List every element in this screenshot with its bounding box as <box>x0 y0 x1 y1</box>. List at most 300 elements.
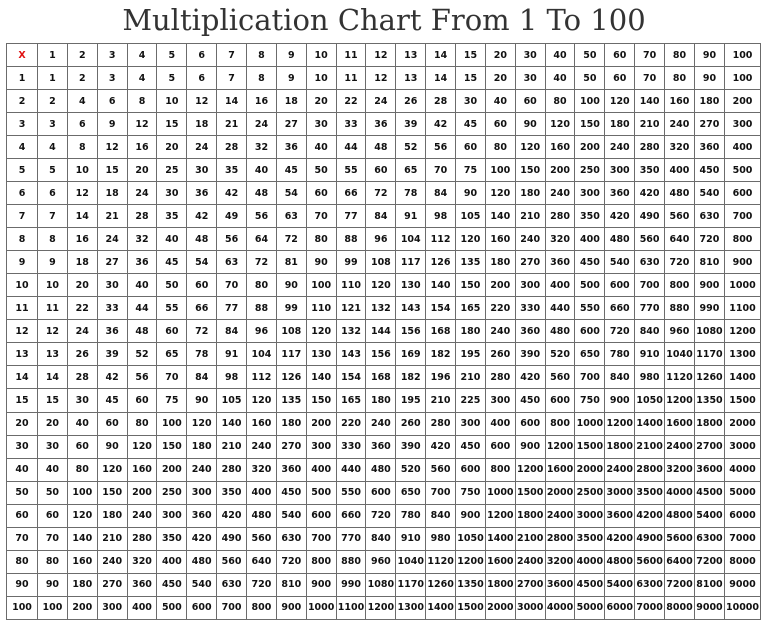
product-cell: 200 <box>485 274 515 297</box>
product-cell: 330 <box>336 435 366 458</box>
product-cell: 550 <box>575 297 605 320</box>
header-row <box>7 44 761 67</box>
product-cell: 56 <box>217 228 247 251</box>
product-cell: 13 <box>396 67 426 90</box>
product-cell: 50 <box>575 67 605 90</box>
column-header: 12 <box>366 44 396 67</box>
product-cell: 750 <box>456 481 486 504</box>
product-cell: 200 <box>725 90 761 113</box>
product-cell: 6400 <box>665 550 695 573</box>
product-cell: 40 <box>485 90 515 113</box>
product-cell: 120 <box>515 136 545 159</box>
corner-cell: X <box>7 44 38 67</box>
product-cell: 7200 <box>665 573 695 596</box>
product-cell: 4500 <box>575 573 605 596</box>
column-header: 4 <box>127 44 157 67</box>
product-cell: 700 <box>725 205 761 228</box>
product-cell: 88 <box>336 228 366 251</box>
product-cell: 630 <box>694 205 724 228</box>
product-cell: 1100 <box>336 596 366 619</box>
product-cell: 32 <box>247 136 277 159</box>
product-cell: 24 <box>97 228 127 251</box>
product-cell: 1600 <box>545 458 575 481</box>
product-cell: 90 <box>306 251 336 274</box>
product-cell: 12 <box>97 136 127 159</box>
row-header: 30 <box>7 435 38 458</box>
product-cell: 15 <box>38 389 68 412</box>
product-cell: 120 <box>97 458 127 481</box>
product-cell: 240 <box>485 320 515 343</box>
product-cell: 130 <box>306 343 336 366</box>
product-cell: 10000 <box>725 596 761 619</box>
product-cell: 250 <box>157 481 187 504</box>
row-header: 4 <box>7 136 38 159</box>
table-row <box>7 228 761 251</box>
product-cell: 560 <box>217 550 247 573</box>
product-cell: 6000 <box>725 504 761 527</box>
product-cell: 300 <box>725 113 761 136</box>
product-cell: 2000 <box>725 412 761 435</box>
product-cell: 182 <box>396 366 426 389</box>
table-row <box>7 182 761 205</box>
product-cell: 70 <box>635 67 665 90</box>
product-cell: 910 <box>396 527 426 550</box>
product-cell: 720 <box>605 320 635 343</box>
product-cell: 35 <box>217 159 247 182</box>
product-cell: 77 <box>336 205 366 228</box>
product-cell: 600 <box>187 596 217 619</box>
product-cell: 104 <box>396 228 426 251</box>
product-cell: 360 <box>515 320 545 343</box>
product-cell: 2 <box>38 90 68 113</box>
product-cell: 880 <box>336 550 366 573</box>
product-cell: 780 <box>396 504 426 527</box>
row-header: 11 <box>7 297 38 320</box>
product-cell: 600 <box>545 389 575 412</box>
product-cell: 108 <box>366 251 396 274</box>
product-cell: 112 <box>426 228 456 251</box>
product-cell: 75 <box>157 389 187 412</box>
product-cell: 72 <box>247 251 277 274</box>
product-cell: 160 <box>665 90 695 113</box>
product-cell: 180 <box>605 113 635 136</box>
product-cell: 420 <box>515 366 545 389</box>
product-cell: 7 <box>38 205 68 228</box>
product-cell: 33 <box>336 113 366 136</box>
product-cell: 65 <box>396 159 426 182</box>
product-cell: 440 <box>336 458 366 481</box>
product-cell: 420 <box>605 205 635 228</box>
product-cell: 600 <box>366 481 396 504</box>
product-cell: 56 <box>127 366 157 389</box>
product-cell: 300 <box>187 481 217 504</box>
product-cell: 450 <box>575 251 605 274</box>
table-row <box>7 113 761 136</box>
product-cell: 640 <box>665 228 695 251</box>
table-row <box>7 458 761 481</box>
product-cell: 110 <box>336 274 366 297</box>
product-cell: 2400 <box>665 435 695 458</box>
row-header: 1 <box>7 67 38 90</box>
product-cell: 33 <box>97 297 127 320</box>
product-cell: 28 <box>127 205 157 228</box>
product-cell: 5000 <box>575 596 605 619</box>
product-cell: 1200 <box>456 550 486 573</box>
product-cell: 1500 <box>725 389 761 412</box>
row-header: 2 <box>7 90 38 113</box>
product-cell: 450 <box>276 481 306 504</box>
product-cell: 225 <box>456 389 486 412</box>
product-cell: 91 <box>217 343 247 366</box>
product-cell: 810 <box>276 573 306 596</box>
product-cell: 55 <box>157 297 187 320</box>
product-cell: 50 <box>157 274 187 297</box>
product-cell: 36 <box>276 136 306 159</box>
product-cell: 400 <box>127 596 157 619</box>
product-cell: 360 <box>276 458 306 481</box>
product-cell: 4000 <box>545 596 575 619</box>
product-cell: 135 <box>456 251 486 274</box>
product-cell: 600 <box>605 274 635 297</box>
product-cell: 30 <box>97 274 127 297</box>
column-header: 60 <box>605 44 635 67</box>
product-cell: 100 <box>67 481 97 504</box>
product-cell: 5400 <box>694 504 724 527</box>
product-cell: 39 <box>396 113 426 136</box>
product-cell: 50 <box>38 481 68 504</box>
product-cell: 840 <box>605 366 635 389</box>
product-cell: 360 <box>187 504 217 527</box>
product-cell: 2 <box>67 67 97 90</box>
product-cell: 1260 <box>694 366 724 389</box>
product-cell: 77 <box>217 297 247 320</box>
product-cell: 270 <box>97 573 127 596</box>
row-header: 20 <box>7 412 38 435</box>
product-cell: 1200 <box>665 389 695 412</box>
product-cell: 280 <box>545 205 575 228</box>
product-cell: 2100 <box>515 527 545 550</box>
product-cell: 28 <box>67 366 97 389</box>
product-cell: 40 <box>157 228 187 251</box>
product-cell: 18 <box>67 251 97 274</box>
product-cell: 48 <box>366 136 396 159</box>
product-cell: 500 <box>575 274 605 297</box>
product-cell: 210 <box>515 205 545 228</box>
product-cell: 4800 <box>605 550 635 573</box>
product-cell: 1400 <box>725 366 761 389</box>
product-cell: 650 <box>396 481 426 504</box>
product-cell: 800 <box>485 458 515 481</box>
product-cell: 770 <box>635 297 665 320</box>
product-cell: 600 <box>575 320 605 343</box>
product-cell: 720 <box>276 550 306 573</box>
product-cell: 30 <box>306 113 336 136</box>
product-cell: 63 <box>217 251 247 274</box>
table-row <box>7 481 761 504</box>
product-cell: 1170 <box>694 343 724 366</box>
product-cell: 4000 <box>665 481 695 504</box>
product-cell: 14 <box>67 205 97 228</box>
product-cell: 1100 <box>725 297 761 320</box>
product-cell: 240 <box>515 228 545 251</box>
product-cell: 140 <box>426 274 456 297</box>
product-cell: 980 <box>426 527 456 550</box>
row-header: 50 <box>7 481 38 504</box>
product-cell: 180 <box>97 504 127 527</box>
product-cell: 80 <box>485 136 515 159</box>
product-cell: 840 <box>366 527 396 550</box>
product-cell: 32 <box>127 228 157 251</box>
product-cell: 40 <box>67 412 97 435</box>
product-cell: 1120 <box>426 550 456 573</box>
table-body <box>7 44 761 620</box>
product-cell: 121 <box>336 297 366 320</box>
column-header: 50 <box>575 44 605 67</box>
product-cell: 81 <box>276 251 306 274</box>
column-header: 70 <box>635 44 665 67</box>
product-cell: 320 <box>665 136 695 159</box>
product-cell: 22 <box>67 297 97 320</box>
product-cell: 90 <box>456 182 486 205</box>
product-cell: 14 <box>426 67 456 90</box>
product-cell: 220 <box>336 412 366 435</box>
product-cell: 500 <box>725 159 761 182</box>
product-cell: 720 <box>366 504 396 527</box>
product-cell: 1000 <box>575 412 605 435</box>
product-cell: 4200 <box>605 527 635 550</box>
table-row <box>7 504 761 527</box>
product-cell: 1050 <box>456 527 486 550</box>
product-cell: 900 <box>694 274 724 297</box>
product-cell: 660 <box>605 297 635 320</box>
product-cell: 63 <box>276 205 306 228</box>
product-cell: 7 <box>217 67 247 90</box>
product-cell: 1200 <box>725 320 761 343</box>
product-cell: 210 <box>97 527 127 550</box>
product-cell: 450 <box>157 573 187 596</box>
product-cell: 40 <box>545 67 575 90</box>
product-cell: 250 <box>575 159 605 182</box>
product-cell: 80 <box>545 90 575 113</box>
product-cell: 150 <box>306 389 336 412</box>
product-cell: 4 <box>38 136 68 159</box>
product-cell: 105 <box>456 205 486 228</box>
product-cell: 40 <box>306 136 336 159</box>
product-cell: 80 <box>665 67 695 90</box>
product-cell: 3600 <box>605 504 635 527</box>
product-cell: 440 <box>545 297 575 320</box>
product-cell: 540 <box>276 504 306 527</box>
product-cell: 450 <box>515 389 545 412</box>
product-cell: 720 <box>247 573 277 596</box>
product-cell: 420 <box>217 504 247 527</box>
product-cell: 80 <box>127 412 157 435</box>
product-cell: 9 <box>276 67 306 90</box>
product-cell: 60 <box>605 67 635 90</box>
product-cell: 210 <box>456 366 486 389</box>
product-cell: 4000 <box>725 458 761 481</box>
product-cell: 140 <box>217 412 247 435</box>
product-cell: 1800 <box>485 573 515 596</box>
product-cell: 300 <box>157 504 187 527</box>
product-cell: 1800 <box>515 504 545 527</box>
product-cell: 117 <box>396 251 426 274</box>
product-cell: 630 <box>276 527 306 550</box>
product-cell: 75 <box>456 159 486 182</box>
product-cell: 560 <box>635 228 665 251</box>
product-cell: 450 <box>456 435 486 458</box>
product-cell: 210 <box>635 113 665 136</box>
product-cell: 80 <box>247 274 277 297</box>
product-cell: 112 <box>247 366 277 389</box>
product-cell: 2400 <box>605 458 635 481</box>
product-cell: 25 <box>157 159 187 182</box>
product-cell: 540 <box>605 251 635 274</box>
product-cell: 900 <box>515 435 545 458</box>
product-cell: 72 <box>187 320 217 343</box>
product-cell: 4200 <box>635 504 665 527</box>
product-cell: 120 <box>187 412 217 435</box>
product-cell: 36 <box>187 182 217 205</box>
product-cell: 1500 <box>456 596 486 619</box>
product-cell: 21 <box>217 113 247 136</box>
product-cell: 4500 <box>694 481 724 504</box>
column-header: 40 <box>545 44 575 67</box>
product-cell: 24 <box>127 182 157 205</box>
product-cell: 720 <box>665 251 695 274</box>
product-cell: 40 <box>127 274 157 297</box>
product-cell: 6000 <box>605 596 635 619</box>
table-row <box>7 136 761 159</box>
product-cell: 99 <box>336 251 366 274</box>
product-cell: 56 <box>426 136 456 159</box>
product-cell: 700 <box>575 366 605 389</box>
product-cell: 3500 <box>635 481 665 504</box>
product-cell: 65 <box>157 343 187 366</box>
product-cell: 270 <box>694 113 724 136</box>
product-cell: 195 <box>396 389 426 412</box>
product-cell: 3600 <box>694 458 724 481</box>
product-cell: 450 <box>694 159 724 182</box>
row-header: 70 <box>7 527 38 550</box>
product-cell: 78 <box>396 182 426 205</box>
product-cell: 200 <box>545 159 575 182</box>
product-cell: 1200 <box>515 458 545 481</box>
product-cell: 300 <box>605 159 635 182</box>
product-cell: 600 <box>485 435 515 458</box>
product-cell: 165 <box>336 389 366 412</box>
product-cell: 26 <box>396 90 426 113</box>
product-cell: 100 <box>38 596 68 619</box>
product-cell: 15 <box>157 113 187 136</box>
product-cell: 8 <box>38 228 68 251</box>
product-cell: 560 <box>247 527 277 550</box>
product-cell: 630 <box>635 251 665 274</box>
product-cell: 90 <box>694 67 724 90</box>
product-cell: 100 <box>575 90 605 113</box>
table-row <box>7 159 761 182</box>
product-cell: 480 <box>247 504 277 527</box>
product-cell: 3500 <box>575 527 605 550</box>
product-cell: 800 <box>665 274 695 297</box>
column-header: 3 <box>97 44 127 67</box>
product-cell: 60 <box>306 182 336 205</box>
product-cell: 2700 <box>694 435 724 458</box>
product-cell: 132 <box>366 297 396 320</box>
product-cell: 100 <box>725 67 761 90</box>
product-cell: 1200 <box>605 412 635 435</box>
product-cell: 8 <box>127 90 157 113</box>
product-cell: 20 <box>306 90 336 113</box>
product-cell: 165 <box>456 297 486 320</box>
row-header: 3 <box>7 113 38 136</box>
table-row <box>7 435 761 458</box>
product-cell: 3000 <box>605 481 635 504</box>
product-cell: 99 <box>276 297 306 320</box>
product-cell: 4800 <box>665 504 695 527</box>
product-cell: 560 <box>665 205 695 228</box>
product-cell: 20 <box>485 67 515 90</box>
product-cell: 350 <box>575 205 605 228</box>
product-cell: 140 <box>306 366 336 389</box>
product-cell: 280 <box>635 136 665 159</box>
product-cell: 350 <box>635 159 665 182</box>
product-cell: 400 <box>665 159 695 182</box>
product-cell: 42 <box>426 113 456 136</box>
product-cell: 770 <box>336 527 366 550</box>
product-cell: 160 <box>247 412 277 435</box>
product-cell: 400 <box>725 136 761 159</box>
product-cell: 910 <box>635 343 665 366</box>
product-cell: 200 <box>67 596 97 619</box>
product-cell: 480 <box>605 228 635 251</box>
product-cell: 2000 <box>545 481 575 504</box>
product-cell: 180 <box>485 251 515 274</box>
product-cell: 49 <box>217 205 247 228</box>
product-cell: 27 <box>97 251 127 274</box>
product-cell: 60 <box>67 435 97 458</box>
product-cell: 30 <box>187 159 217 182</box>
product-cell: 1500 <box>575 435 605 458</box>
product-cell: 90 <box>38 573 68 596</box>
column-header: 7 <box>217 44 247 67</box>
product-cell: 1350 <box>694 389 724 412</box>
product-cell: 1200 <box>545 435 575 458</box>
product-cell: 700 <box>635 274 665 297</box>
product-cell: 44 <box>127 297 157 320</box>
product-cell: 490 <box>635 205 665 228</box>
product-cell: 120 <box>485 182 515 205</box>
product-cell: 5000 <box>725 481 761 504</box>
product-cell: 5600 <box>665 527 695 550</box>
product-cell: 1000 <box>485 481 515 504</box>
product-cell: 150 <box>97 481 127 504</box>
product-cell: 780 <box>605 343 635 366</box>
product-cell: 320 <box>545 228 575 251</box>
product-cell: 90 <box>515 113 545 136</box>
product-cell: 300 <box>515 274 545 297</box>
product-cell: 900 <box>456 504 486 527</box>
product-cell: 120 <box>605 90 635 113</box>
product-cell: 500 <box>306 481 336 504</box>
row-header: 80 <box>7 550 38 573</box>
product-cell: 140 <box>635 90 665 113</box>
product-cell: 120 <box>545 113 575 136</box>
table-row <box>7 366 761 389</box>
product-cell: 1200 <box>366 596 396 619</box>
product-cell: 20 <box>127 159 157 182</box>
product-cell: 12 <box>127 113 157 136</box>
